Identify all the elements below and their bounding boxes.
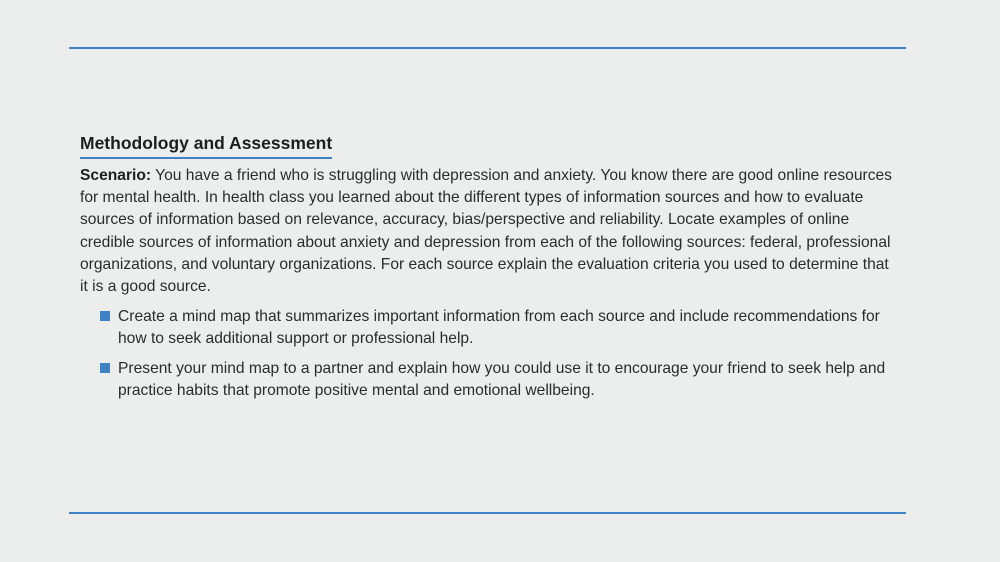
list-item (80, 358, 888, 402)
square-bullet-icon (100, 363, 110, 373)
list-item-text: Present your mind map to a partner and explain how you could use it to encourage your friend to seek help and practice habits that promote positive mental and emotional wellbeing. (118, 359, 886, 399)
scenario-label: Scenario: (80, 167, 152, 184)
bottom-divider (69, 512, 906, 514)
task-list (80, 306, 910, 402)
scenario-paragraph (80, 165, 895, 298)
list-item-text: Create a mind map that summarizes important information from each source and include recommendations for how to seek additional support or professional help. (118, 308, 880, 348)
slide-content (80, 131, 910, 409)
section-heading: Methodology and Assessment (80, 131, 332, 159)
top-divider (69, 47, 906, 49)
square-bullet-icon (100, 311, 110, 321)
scenario-text: You have a friend who is struggling with depression and anxiety. You know there are good online resources for mental health. In health class you learned about the different types of information sources and how to evaluate sources of information based on relevance, accuracy, bias/perspective and reliability. Locate examples of online credible sources of information about anxiety and depression from each of the following sources: federal, professional organizations, and voluntary organizations. For each source explain the evaluation criteria you used to determine that it is a good source. (80, 167, 892, 296)
list-item (80, 306, 888, 350)
